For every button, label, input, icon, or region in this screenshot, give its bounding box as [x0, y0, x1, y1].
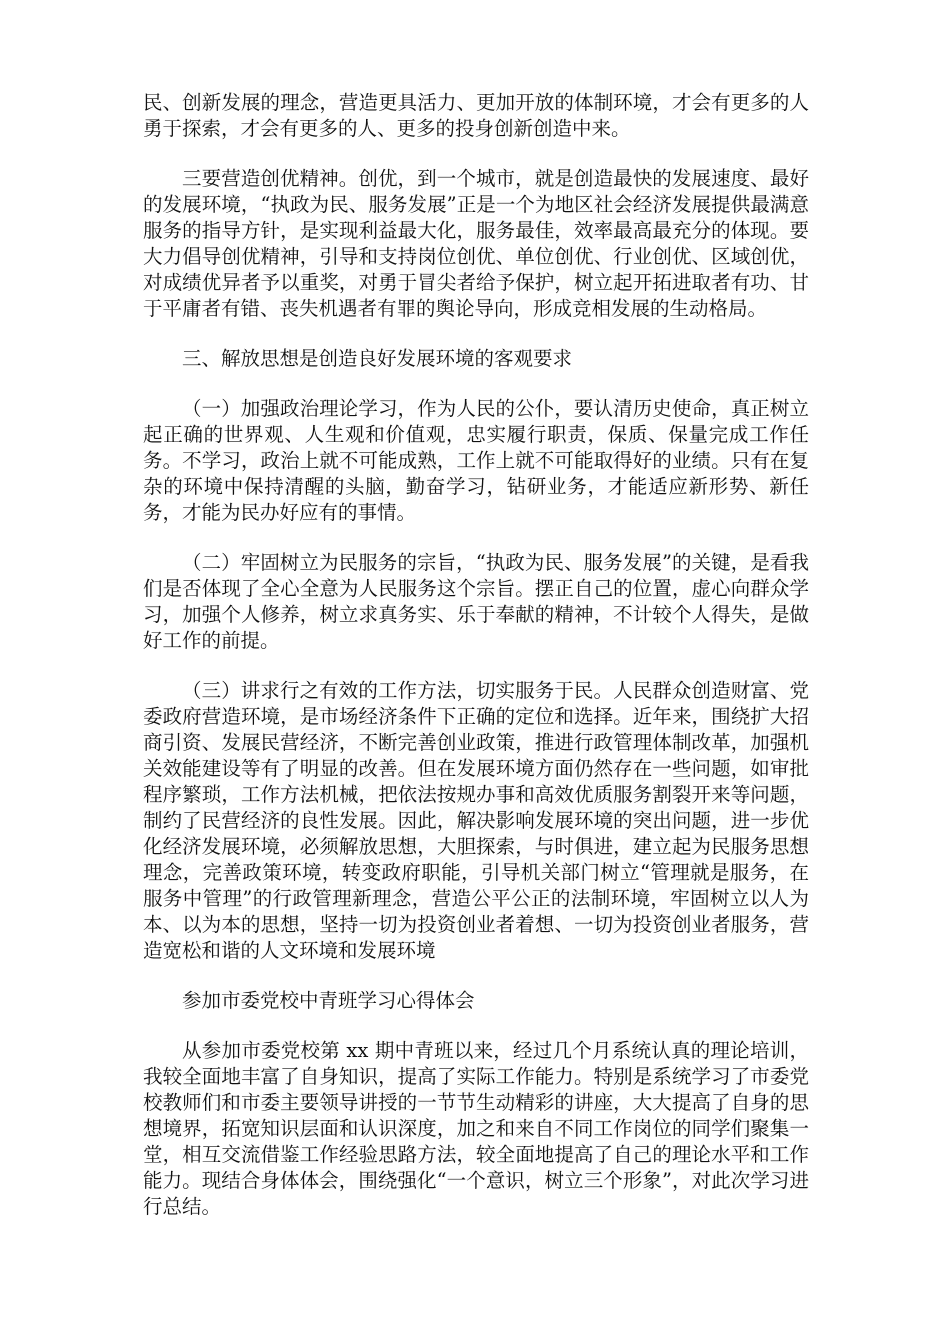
paragraph-item-three: （三）讲求行之有效的工作方法，切实服务于民。人民群众创造财富、党委政府营造环境，是市场经济条件下正确的定位和选择。近年来，围绕扩大招商引资、发展民营经济，不断完善创业政策，推进行政管理体制改革，加强机关效能建设等有了明显的改善。但在发展环境方面仍然存在一些问题，如审批程序繁琐，工作方法机械，把依法按规办事和高效优质服务割裂开来等问题，制约了民营经济的良性发展。因此，解决影响发展环境的突出问题，进一步优化经济发展环境，必须解放思想，大胆探索，与时俱进，建立起为民服务思想理念，完善政策环境，转变政府职能，引导机关部门树立“管理就是服务，在服务中管理”的行政管理新理念，营造公平公正的法制环境，牢固树立以人为本、以为本的思想，坚持一切为投资创业者着想、一切为投资创业者服务，营造宽松和谐的人文环境和发展环境	[143, 679, 809, 962]
section-heading-three: 三、解放思想是创造良好发展环境的客观要求	[182, 347, 573, 370]
article-title: 参加市委党校中青班学习心得体会	[182, 989, 475, 1012]
paragraph-continuation: 民、创新发展的理念，营造更具活力、更加开放的体制环境，才会有更多的人勇于探索，才会有更多的人、更多的投身创新创造中来。	[143, 91, 809, 140]
paragraph-intro: 从参加市委党校第 xx 期中青班以来，经过几个月系统认真的理论培训，我较全面地丰富了自身知识，提高了实际工作能力。特别是系统学习了市委党校教师们和市委主要领导讲授的一节节生动精彩的讲座，大大提高了自身的思想境界，拓宽知识层面和认识深度，加之和来自不同工作岗位的同学们聚集一堂，相互交流借鉴工作经验思路方法，较全面地提高了自己的理论水平和工作能力。现结合身体体会，围绕强化“一个意识，树立三个形象”，对此次学习进行总结。	[143, 1039, 809, 1218]
paragraph-item-two: （二）牢固树立为民服务的宗旨，“执政为民、服务发展”的关键，是看我们是否体现了全心全意为人民服务这个宗旨。摆正自己的位置，虚心向群众学习，加强个人修养，树立求真务实、乐于奉献的精神，不计较个人得失，是做好工作的前提。	[143, 551, 809, 652]
paragraph-item-one: （一）加强政治理论学习，作为人民的公仆，要认清历史使命，真正树立起正确的世界观、人生观和价值观，忠实履行职责，保质、保量完成工作任务。不学习，政治上就不可能成熟，工作上就不可能取得好的业绩。只有在复杂的环境中保持清醒的头脑，勤奋学习，钻研业务，才能适应新形势、新任务，才能为民办好应有的事情。	[143, 397, 809, 524]
paragraph-innovation-spirit: 三要营造创优精神。创优，到一个城市，就是创造最快的发展速度、最好的发展环境，“执政为民、服务发展”正是一个为地区社会经济发展提供最满意服务的指导方针，是实现利益最大化，服务最佳，效率最高最充分的体现。要大力倡导创优精神，引导和支持岗位创优、单位创优、行业创优、区域创优，对成绩优异者予以重奖，对勇于冒尖者给予保护，树立起开拓进取者有功、甘于平庸者有错、丧失机遇者有罪的舆论导向，形成竞相发展的生动格局。	[143, 167, 809, 320]
document-page	[143, 90, 809, 1244]
